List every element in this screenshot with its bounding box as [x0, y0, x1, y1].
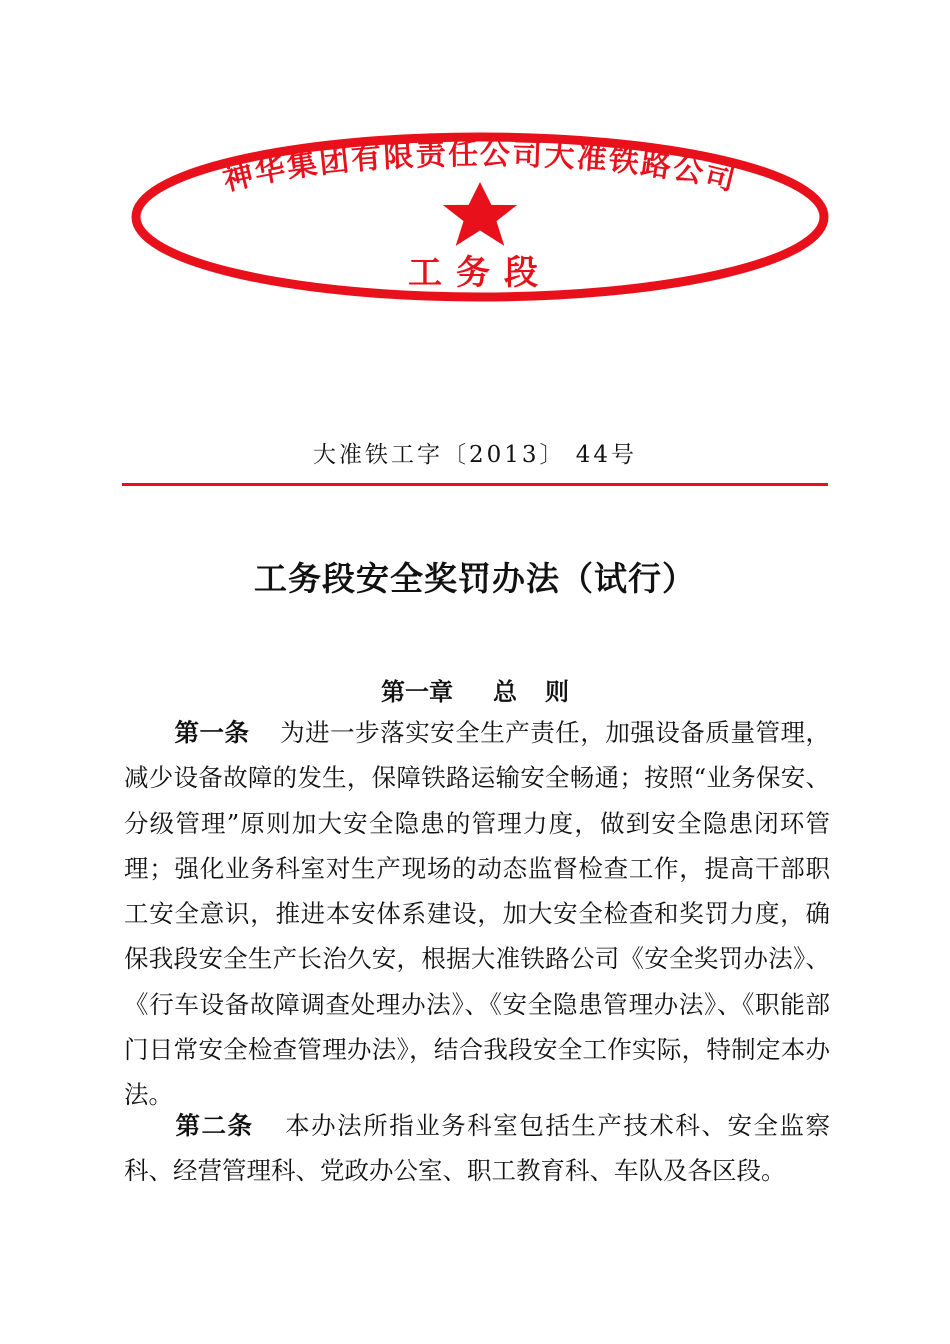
article-text: 为进一步落实安全生产责任，加强设备质量管理，减少设备故障的发生，保障铁路运输安全畅通；按照“业务保安、分级管理”原则加大安全隐患的管理力度，做到安全隐患闭环管理；强化业务科室对生产现场的动态监督检查工作，提高干部职工安全意识，推进本安体系建设，加大安全检查和奖罚力度，确保我段安全生产长治久安，根据大准铁路公司《安全奖罚办法》、《行车设备故障调查处理办法》、《安全隐患管理办法》、《职能部门日常安全检查管理办法》，结合我段安全工作实际，特制定本办法。 — [124, 718, 830, 1110]
chapter-heading — [0, 672, 950, 707]
chapter-number: 第一章 — [381, 677, 453, 706]
document-title: 工务段安全奖罚办法（试行） — [254, 559, 696, 598]
article-text: 本办法所指业务科室包括生产技术科、安全监察科、经营管理科、党政办公室、职工教育科、车队及各区段。 — [124, 1111, 831, 1186]
star-icon — [443, 182, 517, 246]
seal-top-text: 神华集团有限责任公司大准铁路公司 — [219, 136, 741, 199]
chapter-title-char-1: 总 — [493, 677, 517, 706]
seal-bottom-text: 工务段 — [408, 253, 552, 293]
header-divider — [122, 483, 828, 486]
document-number: 大准铁工字〔2013〕 44号 — [312, 442, 638, 468]
article-label: 第一条 — [174, 718, 250, 747]
article-1 — [124, 710, 830, 1118]
chapter-title-char-2: 则 — [545, 677, 569, 706]
official-seal — [130, 132, 830, 302]
article-label: 第二条 — [174, 1111, 254, 1140]
article-2 — [124, 1103, 830, 1194]
